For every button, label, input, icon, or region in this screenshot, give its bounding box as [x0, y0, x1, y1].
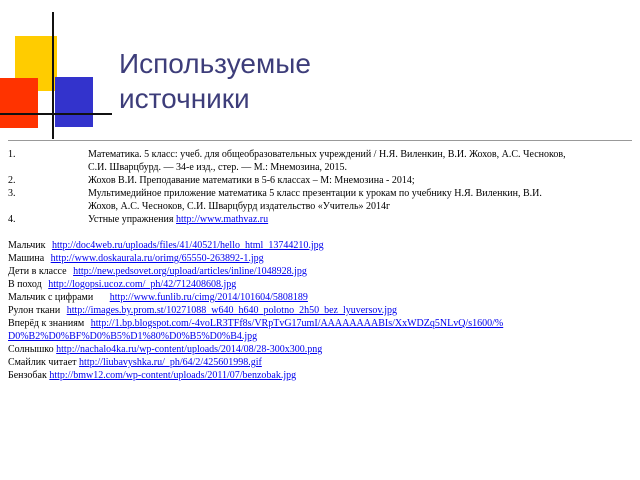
source-row-car: [8, 252, 628, 265]
reference-text: Мультимедийное приложение математика 5 класс презентации к урокам по учебнику Н.Я. Виленкин, В.И.: [88, 188, 542, 199]
source-row-sun: [8, 343, 628, 356]
reference-item-4: [8, 213, 628, 226]
spacer: [8, 226, 628, 239]
source-link-tank[interactable]: http://bmw12.com/wp-content/uploads/2011/07/benzobak.jpg: [49, 370, 297, 381]
reference-text: С.И. Шварцбурд. — 34-е изд., стер. — М.: Мнемозина, 2015.: [88, 162, 348, 173]
source-label: Рулон ткани: [8, 305, 61, 316]
source-link-sun[interactable]: http://nachalo4ka.ru/wp-content/uploads/2014/08/28-300x300.png: [56, 344, 323, 355]
reference-item-3: [8, 187, 628, 213]
title-separator: [8, 140, 632, 141]
source-label: Бензобак: [8, 370, 47, 381]
decor-red-square: [0, 78, 38, 128]
title-line-1: Используемые: [119, 48, 311, 79]
decor-horizontal-line: [0, 113, 112, 115]
decor-vertical-line: [52, 12, 54, 139]
reference-text: Устные упражнения: [88, 214, 174, 225]
source-link-kids[interactable]: http://new.pedsovet.org/upload/articles/inline/1048928.jpg: [73, 266, 307, 277]
source-row-hike: [8, 278, 628, 291]
source-link-forward[interactable]: http://1.bp.blogspot.com/-4voLR3TFf8s/VRpTvG17umI/AAAAAAAABIs/XxWDZq5NLvQ/s1600/%: [90, 318, 504, 329]
reference-text: Жохов, А.С. Чесноков, С.И. Шварцбурд издательство «Учитель» 2014г: [88, 201, 391, 212]
source-label: Машина: [8, 253, 45, 264]
source-row-boy-digits: [8, 291, 628, 304]
title-line-2: источники: [119, 83, 250, 114]
reference-text: Математика. 5 класс: учеб. для общеобразовательных учреждений / Н.Я. Виленкин, В.И. Жохов, А.С. Чесноков,: [88, 149, 566, 160]
source-row-fabric: [8, 304, 628, 317]
reference-number: 3.: [8, 188, 16, 199]
source-link-forward-cont[interactable]: D0%B2%D0%BF%D0%B5%D1%80%D0%B5%D0%B4.jpg: [8, 331, 258, 342]
source-link-fabric[interactable]: http://images.by.prom.st/10271088_w640_h640_polotno_2h50_bez_lyuversov.jpg: [66, 305, 398, 316]
source-label: В поход: [8, 279, 42, 290]
mathvaz-link[interactable]: http://www.mathvaz.ru: [176, 214, 269, 225]
source-label: Мальчик: [8, 240, 46, 251]
reference-item-1: [8, 148, 628, 174]
reference-text: Жохов В.И. Преподавание математики в 5-6 классах – М: Мнемозина - 2014;: [88, 175, 415, 186]
source-link-car[interactable]: http://www.doskaurala.ru/orimg/65550-263892-1.jpg: [50, 253, 264, 264]
source-label: Мальчик с цифрами: [8, 292, 94, 303]
source-row-boy: [8, 239, 628, 252]
reference-number: 4.: [8, 214, 16, 225]
source-label: Дети в классе: [8, 266, 67, 277]
source-link-smiley[interactable]: http://liubavyshka.ru/_ph/64/2/425601998.gif: [79, 357, 262, 368]
reference-number: 2.: [8, 175, 16, 186]
source-link-hike[interactable]: http://logopsi.ucoz.com/_ph/42/712408608.jpg: [48, 279, 237, 290]
source-link-boy[interactable]: http://doc4web.ru/uploads/files/41/40521/hello_html_13744210.jpg: [51, 240, 324, 251]
slide-content: [8, 148, 628, 382]
source-row-forward: [8, 317, 628, 343]
source-label: Солнышко: [8, 344, 54, 355]
reference-list: [8, 148, 628, 226]
source-link-boy-digits[interactable]: http://www.funlib.ru/cimg/2014/101604/5808189: [109, 292, 308, 303]
source-label: Вперёд к знаниям: [8, 318, 85, 329]
reference-number: 1.: [8, 149, 16, 160]
source-row-tank: [8, 369, 628, 382]
source-row-kids: [8, 265, 628, 278]
source-label: Смайлик читает: [8, 357, 77, 368]
decor-blue-square: [55, 77, 93, 127]
slide-title: [119, 46, 311, 116]
source-row-smiley: [8, 356, 628, 369]
reference-item-2: [8, 174, 628, 187]
